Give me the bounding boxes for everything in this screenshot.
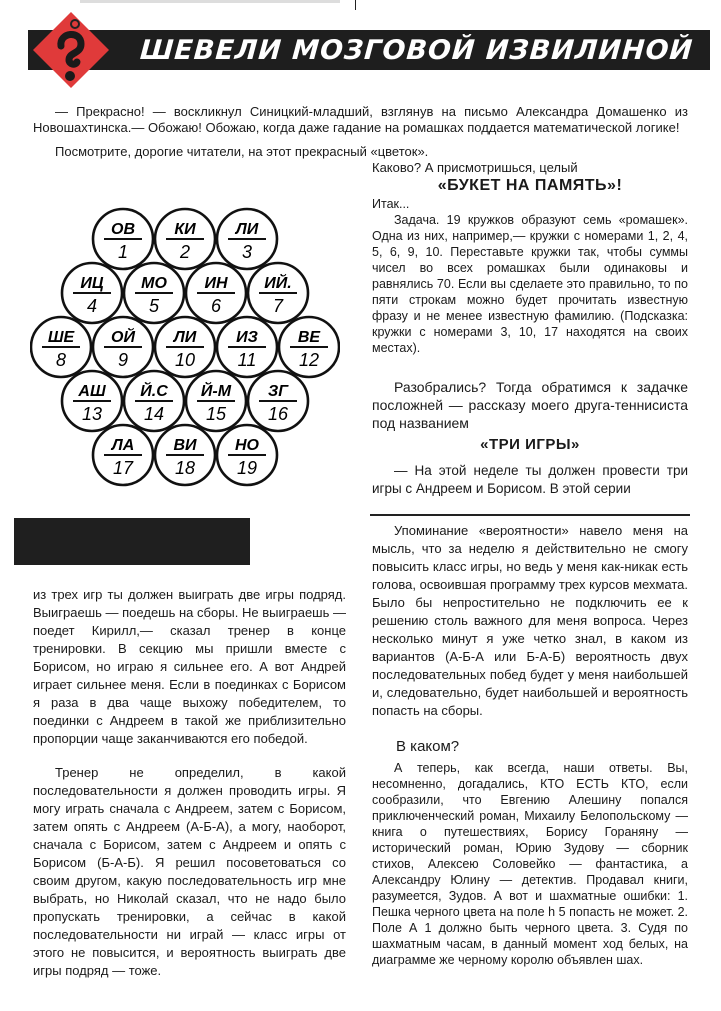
flower-circle bbox=[217, 209, 277, 269]
circle-number: 19 bbox=[236, 458, 258, 478]
flower-circle bbox=[93, 425, 153, 485]
column-rule bbox=[370, 514, 690, 516]
story-left-p2: Тренер не определил, в какой последовательности я должен проводить игры. Я могу играть сначала с Андреем, затем с Борисом, затем опять с Андреем (А-Б-А), а могу, наоборот, сначала с Борисом, затем с Андреем и опять с Борисом (Б-А-Б). Я решил посоветоваться со своим другом, какую последовательность игр мне выбрать, но Николай сказал, что не надо было пропускать тренировки, а сейчас в какой последовательности ни играй — класс игры от этого не повысится, и вероятность выиграть две игры подряд — тоже. bbox=[33, 765, 346, 978]
circle-number: 14 bbox=[143, 404, 165, 424]
page-top-fragment bbox=[80, 0, 340, 3]
circle-number: 13 bbox=[81, 404, 103, 424]
circle-syllable: Й.С bbox=[140, 383, 168, 400]
puzzle-title: «БУКЕТ НА ПАМЯТЬ»! bbox=[437, 177, 623, 194]
circle-syllable: АШ bbox=[78, 383, 106, 400]
flower-circle bbox=[31, 317, 91, 377]
flower-circle bbox=[186, 371, 246, 431]
circle-number: 5 bbox=[148, 296, 160, 316]
story-question: В каком? bbox=[396, 738, 460, 755]
circle-syllable: МО bbox=[141, 275, 167, 292]
flower-circle bbox=[279, 317, 339, 377]
flower-circle bbox=[62, 263, 122, 323]
puzzle-lead: Итак... bbox=[372, 197, 410, 211]
story-left-p1: из трех игр ты должен выиграть две игры подряд. Выиграешь — поедешь на сборы. Не выиграешь — поедет Кирилл,— сказал тренер в конце тренировки. В секцию мы пришли вместе с Борисом, но играю я сильнее его. А вот Андрей играет сильнее меня. Если в поединках с Борисом я раза в два чаще выхожу победителем, то поединки с Андреем в такой же приблизительно пропорции чаще заканчиваются его победой. bbox=[33, 587, 346, 746]
circle-number: 1 bbox=[117, 242, 129, 262]
circle-number: 9 bbox=[117, 350, 129, 370]
story-opening: — На этой неделе ты должен провести три игры с Андреем и Борисом. В этой серии bbox=[372, 463, 688, 496]
flower-circle bbox=[124, 371, 184, 431]
circle-number: 17 bbox=[112, 458, 134, 478]
circle-number: 12 bbox=[298, 350, 320, 370]
circle-syllable: НО bbox=[235, 437, 259, 454]
puzzle-task: Задача. 19 кружков образуют семь «ромашек». Одна из них, например,— кружки с номерами 1, 2, 4, 5, 6, 9, 10. Переставьте кружки так, чтобы суммы чисел во всех ромашках были одинаковы и равнялись 70. Если вы сделаете это правильно, то по пяти строкам можно будет прочитать известную фразу и не менее известную фамилию. (Подсказка: кружки с номерами 3, 10, 17 находятся на своих местах). bbox=[372, 213, 688, 355]
circle-syllable: ЛА bbox=[111, 437, 135, 454]
circle-number: 8 bbox=[55, 350, 67, 370]
flower-diagram bbox=[30, 205, 340, 505]
circle-syllable: Й-М bbox=[200, 383, 232, 400]
flower-circle bbox=[186, 263, 246, 323]
circle-number: 3 bbox=[241, 242, 253, 262]
flower-circle bbox=[217, 425, 277, 485]
flower-circle bbox=[124, 263, 184, 323]
flower-circle bbox=[62, 371, 122, 431]
circle-syllable: ОЙ bbox=[111, 329, 135, 346]
intro-paragraph: — Прекрасно! — воскликнул Синицкий-младший, взглянув на письмо Александра Домашенко из Новошахтинска.— Обожаю! Обожаю, когда даже гадание на ромашках поддается математической логике! bbox=[33, 104, 688, 135]
circle-syllable: ЛИ bbox=[235, 221, 259, 238]
flower-circle bbox=[155, 425, 215, 485]
circle-syllable: ИЦ bbox=[80, 275, 104, 292]
circle-number: 6 bbox=[210, 296, 222, 316]
answers-paragraph: А теперь, как всегда, наши ответы. Вы, несомненно, догадались, КТО ЕСТЬ КТО, если сообразили, что Евгению Алешину попался приключенческий роман, Михаилу Белопольскому — книга о путешествиях, Борису Гораняну — исторический роман, Юрию Зудову — сборник стихов, Алексею Соловейко — фантастика, а Александру Юлину — детектив. Продавал книги, разумеется, Зудов. А вот и шахматные ошибки: 1. Пешка черного цвета на поле h 5 попасть не может. 2. Поле А 1 должно быть черного цвета. 3. Судя по шахматным часам, в данный момент ход белых, на диаграмме же черному королю объявлен шах. bbox=[372, 761, 688, 967]
intro-paragraph-2: Посмотрите, дорогие читатели, на этот прекрасный «цветок». bbox=[55, 144, 429, 159]
column-divider-top bbox=[355, 0, 356, 10]
flower-circle bbox=[217, 317, 277, 377]
circle-number: 16 bbox=[267, 404, 289, 424]
circle-number: 15 bbox=[205, 404, 227, 424]
circle-syllable: ЛИ bbox=[173, 329, 197, 346]
circle-number: 2 bbox=[179, 242, 191, 262]
story-right-p1: Упоминание «вероятности» навело меня на мысль, что за неделю я действительно не смогу повысить класс игры, но ведь у меня как-никак есть голова, освоившая программу трех курсов мехмата. Было бы непростительно не подключить ее к решению столь важного для меня вопроса. Через несколько минут я уже четко знал, в каком из вариантов (А-Б-А или Б-А-Б) вероятность двух последовательных побед будет у меня наибольшей и, следовательно, будет наибольшей и вероятность попасть на сборы. bbox=[372, 523, 688, 718]
circle-syllable: ШЕ bbox=[47, 329, 75, 346]
question-mark-emblem-icon bbox=[31, 10, 111, 90]
section-title: ШЕВЕЛИ МОЗГОВОЙ ИЗВИЛИНОЙ bbox=[138, 35, 695, 66]
circle-syllable: ВИ bbox=[173, 437, 197, 454]
circle-syllable: ИЙ. bbox=[264, 275, 292, 292]
flower-circle bbox=[93, 209, 153, 269]
circle-number: 4 bbox=[86, 296, 98, 316]
circle-number: 10 bbox=[174, 350, 196, 370]
black-block bbox=[14, 518, 250, 565]
flower-circle bbox=[155, 209, 215, 269]
flower-circle bbox=[93, 317, 153, 377]
circle-number: 18 bbox=[174, 458, 196, 478]
circle-syllable: ВЕ bbox=[297, 329, 321, 346]
circle-number: 11 bbox=[237, 350, 257, 370]
flower-circle bbox=[155, 317, 215, 377]
flower-circle bbox=[248, 371, 308, 431]
circle-syllable: ЗГ bbox=[267, 383, 289, 400]
story-title: «ТРИ ИГРЫ» bbox=[480, 436, 580, 453]
circle-number: 7 bbox=[272, 296, 284, 316]
circle-syllable: ИН bbox=[204, 275, 228, 292]
circle-syllable: ОВ bbox=[111, 221, 135, 238]
circle-syllable: КИ bbox=[174, 221, 196, 238]
circle-syllable: ИЗ bbox=[236, 329, 258, 346]
transition-paragraph: Разобрались? Тогда обратимся к задачке посложней — рассказу моего друга-теннисиста под названием bbox=[372, 379, 688, 431]
flower-circle bbox=[248, 263, 308, 323]
intro-paragraph-3: Каково? А присмотришься, целый bbox=[372, 160, 578, 175]
